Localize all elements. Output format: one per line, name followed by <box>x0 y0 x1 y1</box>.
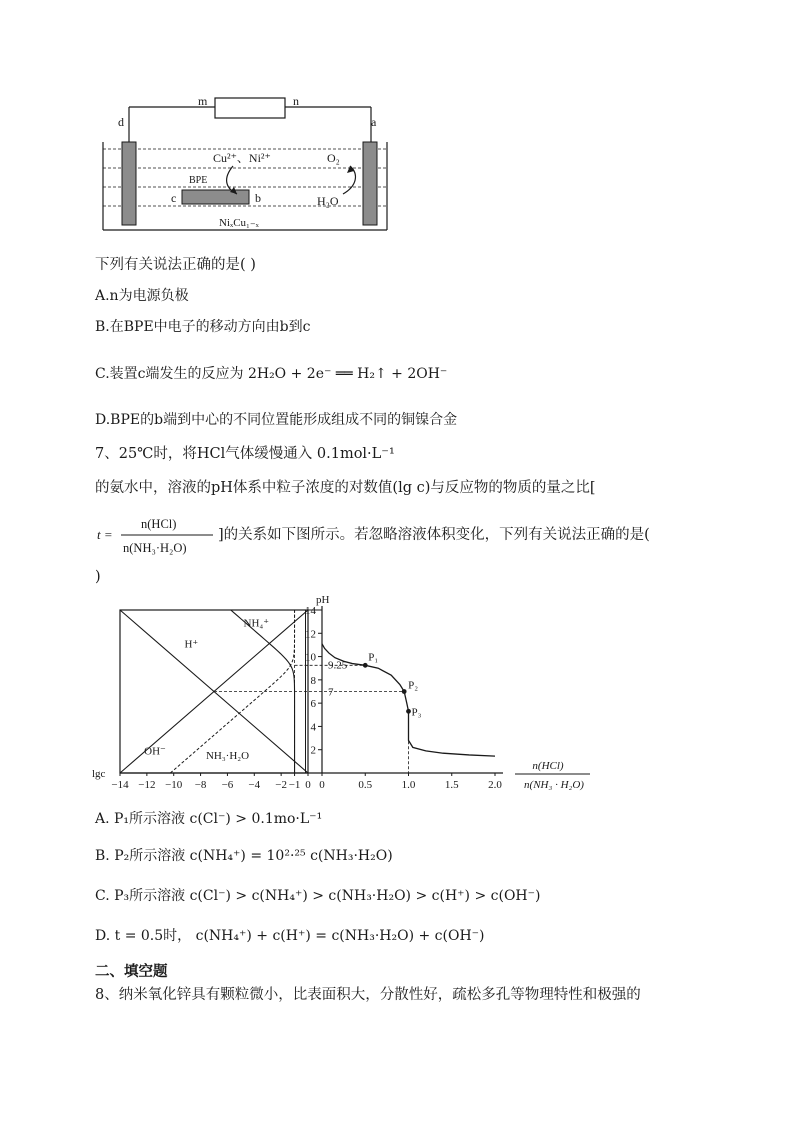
electrolysis-figure <box>95 90 395 240</box>
q6-option-c: C.装置c端发生的反应为 2H₂O + 2e⁻ ══ H₂↑ + 2OH⁻ <box>95 366 448 382</box>
q7-option-d: D. t = 0.5时， c(NH₄⁺) + c(H⁺) = c(NH₃·H₂O) + c(OH⁻) <box>95 928 485 944</box>
q7-option-c: C. P₃所示溶液 c(Cl⁻) > c(NH₄⁺) > c(NH₃·H₂O) > c(H⁺) > c(OH⁻) <box>95 888 541 904</box>
t-tick-label: 0 <box>319 779 325 791</box>
point-marker <box>406 709 411 714</box>
t-axis-label-num: n(HCl) <box>532 760 564 772</box>
label-b: b <box>255 191 261 205</box>
frac-lhs: t = <box>97 527 113 542</box>
t-tick-label: 0.5 <box>358 779 373 791</box>
point-label: P₁ <box>368 651 379 664</box>
ph-marker-label-7: 7 <box>328 686 334 699</box>
t-tick-label: 1.0 <box>401 779 416 791</box>
t-tick-label: 1.5 <box>444 779 459 791</box>
ph-tick-label: 8 <box>310 674 316 687</box>
frac-num: n(HCl) <box>141 517 177 531</box>
label-alloy: NiₓCu₁₋ₓ <box>219 217 259 229</box>
t-tick-label: 2.0 <box>488 779 502 791</box>
lgc-tick-label: −2 <box>275 779 288 791</box>
t-ratio-formula <box>95 510 215 558</box>
species-label-nh3-h2o: NH₃·H₂O <box>205 750 250 763</box>
q8-text: 8、纳米氧化锌具有颗粒微小，比表面积大，分散性好，疏松多孔等物理特性和极强的 <box>95 987 641 1003</box>
species-label-oh-minus: OH⁻ <box>144 745 166 758</box>
species-label-nh4-plus: NH₄⁺ <box>243 617 270 630</box>
section-heading: 二、填空题 <box>95 964 168 980</box>
ph-tick-label: 10 <box>305 651 316 664</box>
ph-axis-label: pH <box>316 594 330 606</box>
q7-line4: ) <box>95 569 101 585</box>
ph-tick-label: 4 <box>310 721 316 734</box>
label-n: n <box>293 94 299 108</box>
label-d: d <box>118 115 124 129</box>
label-c: c <box>171 191 177 205</box>
electrode-a <box>363 142 377 225</box>
ph-tick-label: 2 <box>310 744 316 757</box>
species-label-h-plus: H⁺ <box>184 638 199 651</box>
q6-stem: 下列有关说法正确的是( ) <box>95 257 256 273</box>
ph-marker-label-925: 9.25 <box>328 659 348 672</box>
ph-lgc-chart <box>90 590 600 800</box>
lgc-tick-label: −12 <box>138 779 156 791</box>
q7-line2: 的氨水中，溶液的pH体系中粒子浓度的对数值(lg c)与反应物的物质的量之比[ <box>95 480 596 496</box>
bpe-plate <box>182 190 249 204</box>
q7-line1: 7、25℃时，将HCl气体缓慢通入 0.1mol·L⁻¹ <box>95 446 395 462</box>
q6-option-a: A.n为电源负极 <box>95 288 189 304</box>
electrode-d <box>122 142 136 225</box>
frac-den: n(NH₃·H₂O) <box>123 541 187 555</box>
q6-option-b: B.在BPE中电子的移动方向由b到c <box>95 319 311 335</box>
lgc-tick-label: −8 <box>194 779 207 791</box>
lgc-tick-label: −1 <box>288 779 301 791</box>
ph-tick-label: 6 <box>310 698 316 711</box>
point-marker <box>363 663 368 668</box>
lgc-tick-label: −6 <box>221 779 234 791</box>
q7-option-b: B. P₂所示溶液 c(NH₄⁺) = 10²·²⁵ c(NH₃·H₂O) <box>95 848 393 864</box>
point-label: P₃ <box>411 706 422 719</box>
t-axis-label-den: n(NH₃ · H₂O) <box>524 779 584 791</box>
q7-option-a: A. P₁所示溶液 c(Cl⁻) > 0.1mo·L⁻¹ <box>95 811 323 827</box>
lgc-tick-label: 0 <box>305 779 311 791</box>
ph-tick-label: 14 <box>305 605 316 617</box>
power-source <box>215 98 285 118</box>
label-a: a <box>371 115 377 129</box>
lgc-tick-label: −14 <box>111 779 129 791</box>
q7-line3: ]的关系如下图所示。若忽略溶液体积变化，下列有关说法正确的是( <box>218 527 650 543</box>
ph-tick-label: 12 <box>305 628 316 641</box>
point-label: P₂ <box>408 679 419 692</box>
label-ions: Cu²⁺、Ni²⁺ <box>213 151 271 165</box>
label-o2: O₂ <box>327 151 340 165</box>
label-h2o: H₂O <box>317 194 339 208</box>
label-bpe: BPE <box>189 175 208 186</box>
point-marker <box>402 689 407 694</box>
q6-option-d: D.BPE的b端到中心的不同位置能形成组成不同的铜镍合金 <box>95 412 458 428</box>
label-m: m <box>198 94 208 108</box>
lgc-tick-label: −10 <box>165 779 183 791</box>
lgc-axis-label: lgc <box>92 768 106 780</box>
lgc-tick-label: −4 <box>248 779 261 791</box>
titration-curve <box>322 644 495 756</box>
